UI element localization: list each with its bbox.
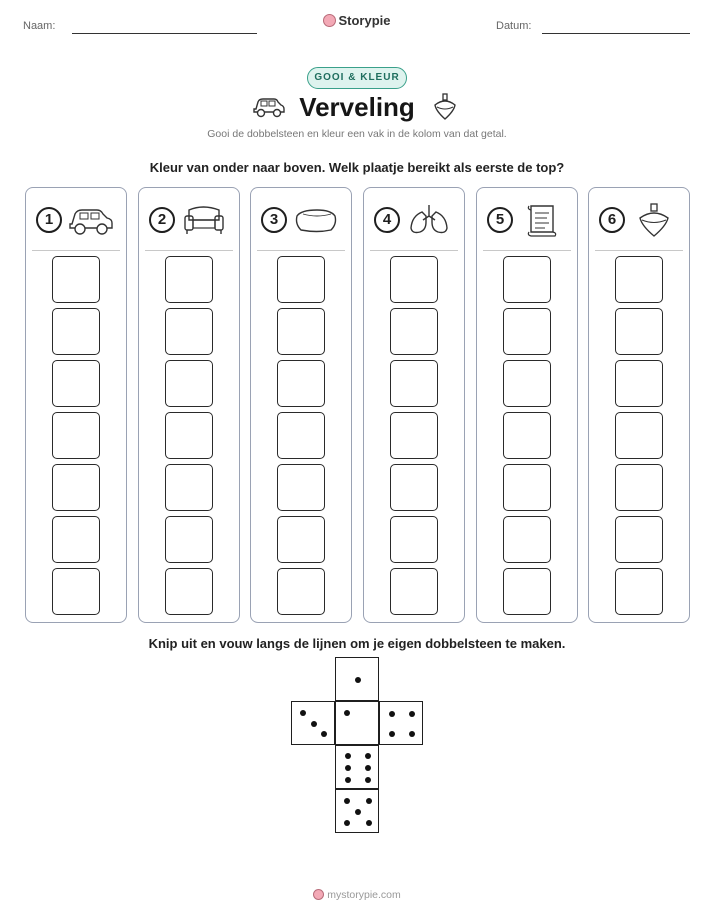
storypie-logo-icon (323, 14, 336, 27)
color-cell[interactable] (277, 308, 325, 355)
die-pip (300, 710, 306, 716)
die-pip (366, 820, 372, 826)
column-4 (363, 187, 465, 623)
column-number: 2 (149, 207, 175, 233)
column-number: 1 (36, 207, 62, 233)
color-cell[interactable] (615, 464, 663, 511)
color-cell[interactable] (390, 308, 438, 355)
color-cell[interactable] (277, 464, 325, 511)
subtitle: Gooi de dobbelsteen en kleur een vak in de kolom van dat getal. (207, 128, 507, 140)
die-pip (389, 731, 395, 737)
column-divider (145, 250, 233, 251)
column-divider (370, 250, 458, 251)
column-divider (483, 250, 571, 251)
color-cell[interactable] (503, 256, 551, 303)
column-divider (257, 250, 345, 251)
column-number: 3 (261, 207, 287, 233)
die-pip (365, 777, 371, 783)
color-cell[interactable] (615, 256, 663, 303)
color-cell[interactable] (615, 516, 663, 563)
color-cell[interactable] (165, 516, 213, 563)
die-face (335, 789, 379, 833)
color-cell[interactable] (390, 568, 438, 615)
column-2 (138, 187, 240, 623)
color-cell[interactable] (615, 568, 663, 615)
color-cell[interactable] (615, 308, 663, 355)
color-cell[interactable] (52, 360, 100, 407)
column-header (374, 202, 456, 242)
color-cell[interactable] (503, 308, 551, 355)
column-1 (25, 187, 127, 623)
color-cell[interactable] (52, 464, 100, 511)
die-pip (409, 731, 415, 737)
color-cell[interactable] (165, 568, 213, 615)
color-cell[interactable] (165, 256, 213, 303)
color-cell[interactable] (277, 412, 325, 459)
color-cell[interactable] (390, 360, 438, 407)
color-cell[interactable] (503, 412, 551, 459)
die-pip (321, 731, 327, 737)
color-cell[interactable] (390, 412, 438, 459)
color-cell[interactable] (277, 568, 325, 615)
color-cell[interactable] (52, 568, 100, 615)
column-5 (476, 187, 578, 623)
date-label: Datum: (496, 20, 532, 32)
color-cell[interactable] (52, 516, 100, 563)
die-pip (355, 809, 361, 815)
color-cell[interactable] (390, 256, 438, 303)
column-divider (595, 250, 683, 251)
die-pip (344, 710, 350, 716)
armchair-icon (181, 202, 227, 238)
column-number: 5 (487, 207, 513, 233)
die-pip (366, 798, 372, 804)
color-cell[interactable] (390, 464, 438, 511)
die-pip (345, 777, 351, 783)
column-divider (32, 250, 120, 251)
color-cell[interactable] (503, 568, 551, 615)
column-3 (250, 187, 352, 623)
die-pip (409, 711, 415, 717)
die-pip (344, 798, 350, 804)
color-cell[interactable] (165, 464, 213, 511)
die-instruction: Knip uit en vouw langs de lijnen om je eigen dobbelsteen te maken. (148, 636, 566, 651)
footer-url[interactable]: mystorypie.com (327, 889, 401, 901)
die-pip (345, 753, 351, 759)
column-header (487, 202, 569, 242)
storypie-logo-icon (313, 889, 324, 900)
color-cell[interactable] (615, 412, 663, 459)
car-icon (68, 202, 114, 238)
column-header (36, 202, 118, 242)
color-cell[interactable] (165, 308, 213, 355)
die-face (291, 701, 335, 745)
die-face (335, 657, 379, 701)
color-cell[interactable] (615, 360, 663, 407)
pillow-icon (293, 202, 339, 238)
activity-badge: GOOI & KLEUR (307, 67, 407, 89)
column-header (149, 202, 231, 242)
color-cell[interactable] (165, 360, 213, 407)
brand: Storypie (0, 13, 714, 28)
column-6 (588, 187, 690, 623)
column-header (261, 202, 343, 242)
instruction: Kleur van onder naar boven. Welk plaatje bereikt als eerste de top? (149, 160, 565, 175)
die-pip (355, 677, 361, 683)
die-pip (311, 721, 317, 727)
scroll-icon (519, 202, 565, 238)
page-title: Verveling (299, 92, 415, 122)
die-pip (365, 753, 371, 759)
die-pip (345, 765, 351, 771)
die-face (379, 701, 423, 745)
spinning-top-icon (631, 202, 677, 238)
lungs-icon (406, 202, 452, 238)
color-cell[interactable] (52, 412, 100, 459)
color-cell[interactable] (277, 256, 325, 303)
color-cell[interactable] (503, 464, 551, 511)
name-label: Naam: (23, 20, 56, 32)
footer (0, 889, 714, 901)
column-header (599, 202, 681, 242)
color-cell[interactable] (52, 256, 100, 303)
color-cell[interactable] (165, 412, 213, 459)
name-line[interactable] (72, 33, 257, 34)
color-cell[interactable] (277, 360, 325, 407)
color-cell[interactable] (503, 360, 551, 407)
die-pip (389, 711, 395, 717)
date-line[interactable] (542, 33, 690, 34)
column-number: 6 (599, 207, 625, 233)
die-pip (344, 820, 350, 826)
die-face (335, 745, 379, 789)
color-cell[interactable] (390, 516, 438, 563)
column-number: 4 (374, 207, 400, 233)
spinning-top-icon (432, 93, 458, 121)
die-face (335, 701, 379, 745)
color-cell[interactable] (503, 516, 551, 563)
color-cell[interactable] (52, 308, 100, 355)
die-pip (365, 765, 371, 771)
color-cell[interactable] (277, 516, 325, 563)
